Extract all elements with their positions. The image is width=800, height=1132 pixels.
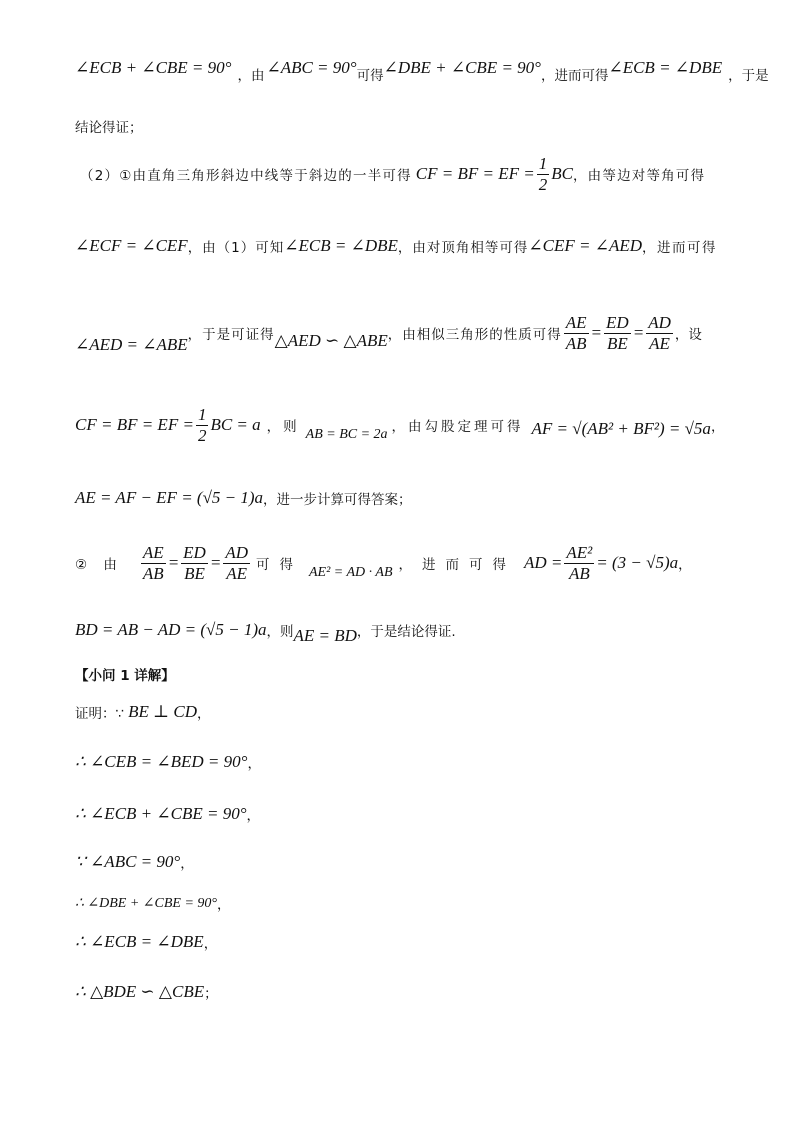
text-segment: ，: [246, 808, 261, 824]
math-expr: BD = AB − AD = (√5 − 1)a: [75, 620, 267, 639]
fraction-numerator: AD: [648, 312, 671, 332]
text-segment: 可得: [256, 557, 303, 573]
fraction-denominator: AB: [568, 563, 590, 583]
solution-line-1: [75, 58, 769, 84]
text-segment: ，: [678, 557, 692, 573]
text-segment: ，由对顶角相等可得: [397, 240, 529, 256]
solution-line-9: [75, 620, 740, 645]
math-expr: AE² = AD · AB: [309, 565, 393, 580]
text-segment: ，进一步计算可得答案；: [263, 492, 412, 508]
math-expr: ∵ ∠ABC = 90°: [75, 852, 181, 871]
fraction: [196, 406, 209, 445]
math-expr: AE = BD: [293, 626, 357, 645]
math-expr: ∠ABC = 90°: [266, 58, 357, 77]
math-expr: ∴ ∠CEB = ∠BED = 90°: [75, 752, 248, 771]
text-segment: ，由等边对等角可得: [572, 168, 706, 184]
math-expr: BC: [551, 164, 573, 183]
math-expr: AF = √(AB² + BF²) = √5a: [531, 419, 711, 438]
fraction-denominator: 2: [197, 425, 207, 445]
text-segment: ，进而可得: [540, 68, 609, 84]
text-segment: ，进而可得: [398, 557, 517, 573]
text-segment: ，: [203, 936, 218, 952]
text-segment: ，: [247, 756, 261, 772]
text-segment: 证明：∵: [75, 706, 125, 722]
fraction: [181, 544, 208, 583]
math-expr: ∠CEF = ∠AED: [528, 236, 643, 255]
fraction: [537, 155, 550, 194]
proof-line-4: [75, 852, 740, 872]
solution-line-5: [75, 308, 740, 358]
text-segment: （2）①由直角三角形斜边中线等于斜边的一半可得: [80, 168, 412, 184]
fraction-denominator: 2: [538, 174, 548, 194]
fraction-denominator: BE: [184, 563, 205, 583]
math-expr: BE ⊥ CD: [128, 702, 197, 721]
solution-line-3: [80, 150, 740, 198]
fraction-numerator: 1: [538, 153, 548, 173]
text-segment: ，: [196, 706, 211, 722]
math-expr: ∠AED = ∠ABE: [75, 335, 188, 354]
math-expr: CF = BF = EF =: [75, 415, 194, 434]
text-segment: ，于是: [728, 68, 769, 84]
equals-sign: =: [632, 323, 645, 342]
proof-line-1: [75, 702, 740, 722]
text-segment: ，: [217, 897, 231, 913]
section-heading: [75, 664, 740, 684]
text-segment: ，进而可得: [642, 240, 718, 256]
fraction: [604, 314, 631, 353]
text-segment: ，设: [674, 327, 702, 343]
fraction: [564, 314, 589, 353]
fraction: [141, 544, 166, 583]
text-segment: ，由: [237, 68, 265, 84]
fraction-numerator: AD: [225, 542, 248, 562]
fraction-denominator: AB: [142, 563, 164, 583]
math-expr: ∠ECF = ∠CEF: [75, 236, 188, 255]
text-segment: ；: [204, 986, 218, 1002]
text-segment: 可得: [356, 68, 384, 84]
text-segment: ，则: [266, 419, 300, 435]
text-segment: ，由（1）可知: [187, 240, 285, 256]
text-segment: ，: [710, 419, 725, 435]
text-segment: ，由勾股定理可得: [391, 419, 524, 435]
math-expr: ∴ ∠ECB = ∠DBE: [75, 932, 204, 951]
text-segment: ，则: [266, 624, 294, 640]
solution-line-2: [75, 116, 740, 136]
proof-line-6: [75, 932, 740, 952]
fraction-numerator: ED: [606, 312, 629, 332]
fraction: [646, 314, 673, 353]
proof-line-5: [75, 893, 740, 913]
text-segment: 结论得证；: [75, 120, 143, 136]
equals-sign: =: [167, 553, 180, 572]
equals-sign: =: [590, 323, 603, 342]
math-expr: ∴ ∠ECB + ∠CBE = 90°: [75, 804, 247, 823]
math-expr: ∴ ∠DBE + ∠CBE = 90°: [75, 895, 218, 911]
section-title: 【小问 1 详解】: [75, 668, 175, 684]
text-segment: ，于是可证得: [187, 327, 275, 343]
fraction: [564, 544, 594, 583]
fraction-numerator: 1: [197, 404, 207, 424]
fraction: [223, 544, 250, 583]
text-segment: ② 由: [75, 557, 123, 573]
text-segment: ，由相似三角形的性质可得: [387, 327, 562, 343]
math-expr: ∠ECB = ∠DBE: [284, 236, 398, 255]
math-expr: ∠DBE + ∠CBE = 90°: [383, 58, 541, 77]
fraction-numerator: ED: [183, 542, 206, 562]
fraction-numerator: AE²: [566, 542, 593, 562]
equals-sign: =: [209, 553, 222, 572]
solution-line-6: [75, 400, 740, 450]
solution-line-4: [75, 236, 740, 256]
math-expr: BC = a: [210, 415, 261, 434]
text-segment: ，于是结论得证.: [356, 624, 456, 640]
proof-line-7: [75, 982, 740, 1002]
fraction-denominator: BE: [606, 333, 628, 353]
math-expr: CF = BF = EF =: [415, 164, 535, 183]
fraction-denominator: AE: [649, 333, 670, 353]
math-expr: △AED ∽ △ABE: [274, 331, 388, 350]
math-expr: = (3 − √5)a: [596, 553, 679, 572]
math-expr: ∴ △BDE ∽ △CBE: [75, 982, 205, 1001]
math-expr: AD =: [524, 553, 563, 572]
fraction-numerator: AE: [142, 542, 164, 562]
fraction-numerator: AE: [565, 312, 587, 332]
solution-line-7: [75, 488, 740, 508]
text-segment: ，: [180, 856, 194, 872]
solution-line-8: [75, 538, 740, 588]
proof-line-3: [75, 804, 740, 824]
math-expr: ∠ECB = ∠DBE: [608, 58, 723, 77]
math-expr: AE = AF − EF = (√5 − 1)a: [75, 488, 264, 507]
fraction-denominator: AB: [565, 333, 587, 353]
proof-line-2: [75, 752, 740, 772]
fraction-denominator: AE: [226, 563, 248, 583]
math-expr: AB = BC = 2a: [305, 427, 388, 442]
math-expr: ∠ECB + ∠CBE = 90°: [75, 58, 232, 77]
